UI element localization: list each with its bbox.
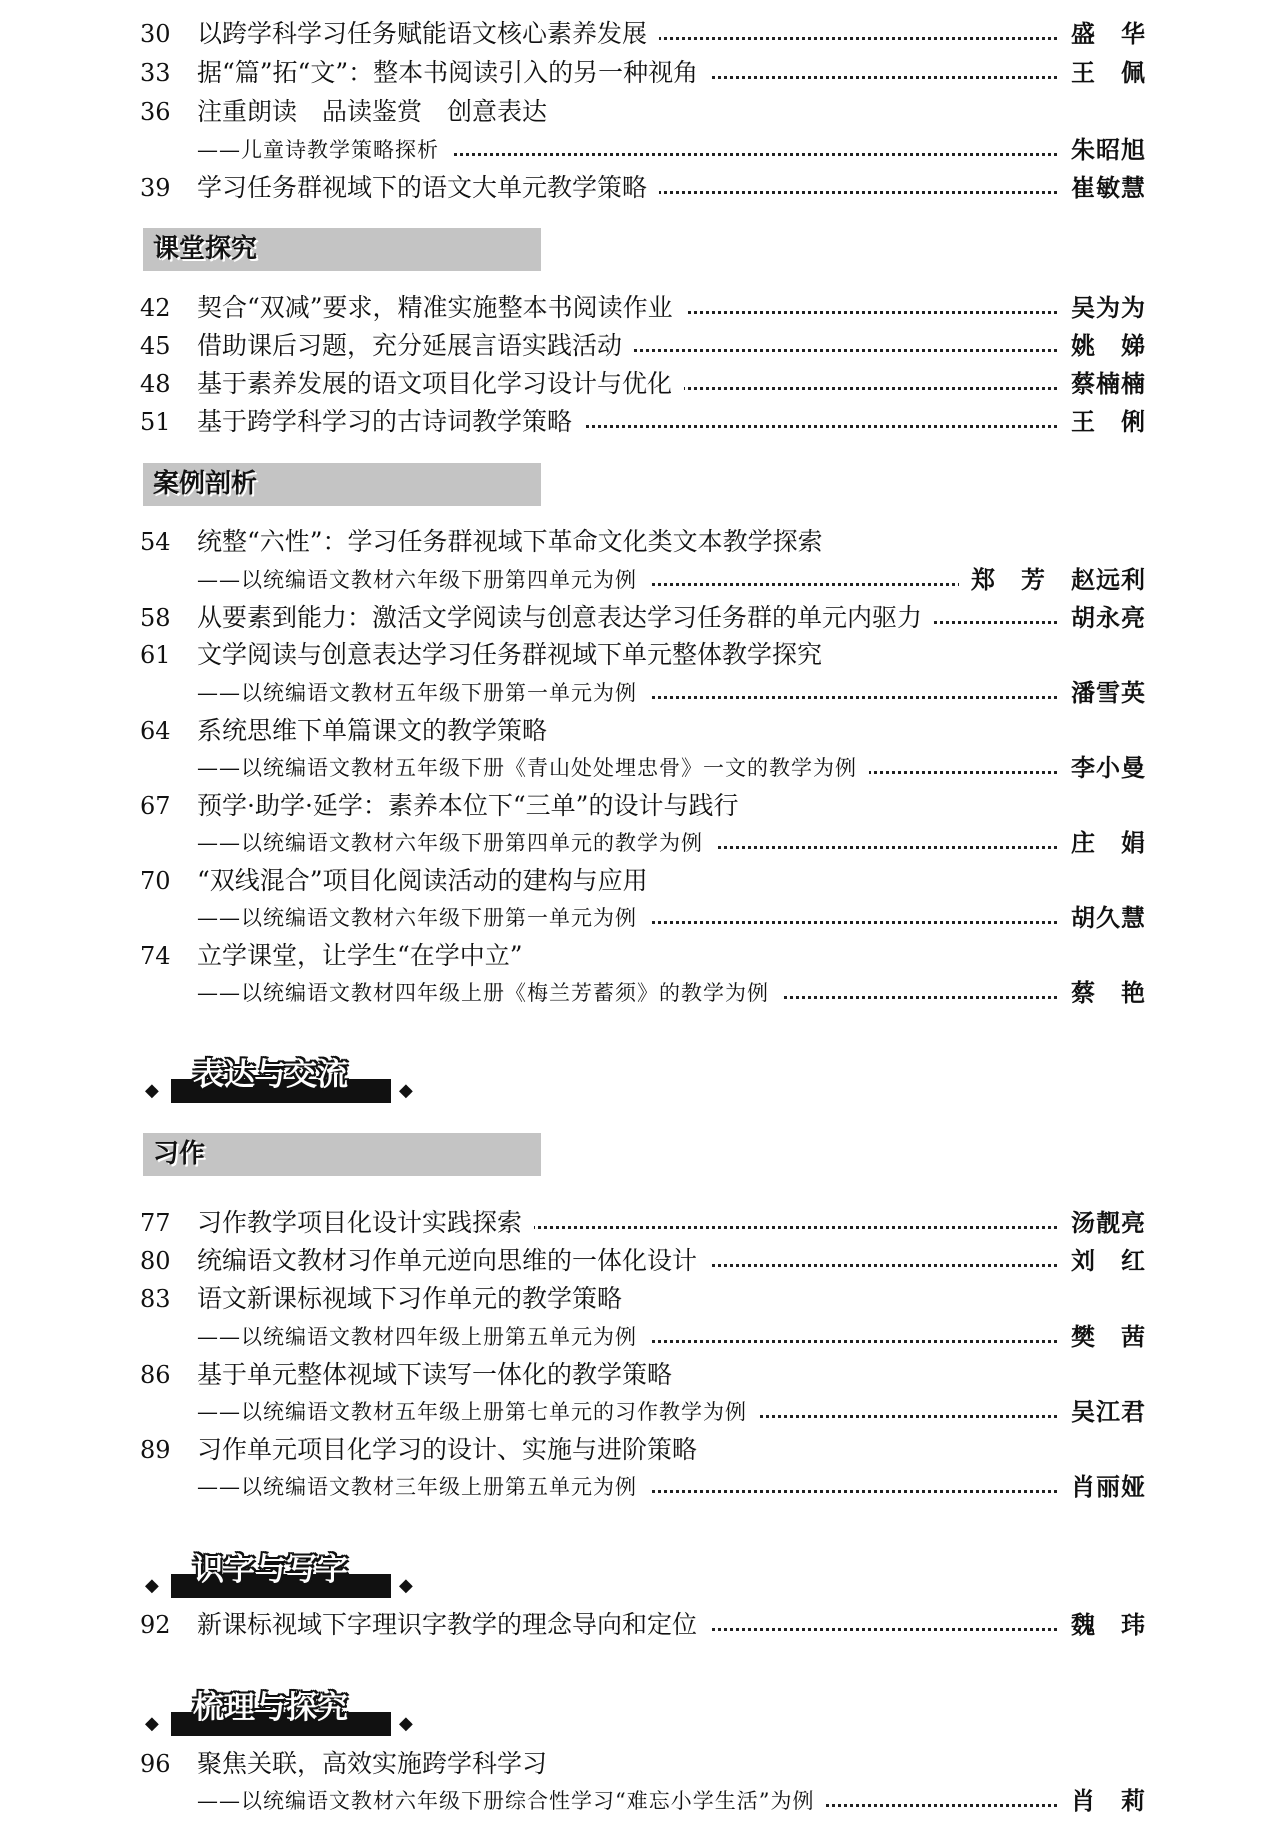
toc-entry[interactable] — [140, 939, 1146, 973]
entry-author: 吴江君 — [1059, 1395, 1146, 1429]
toc-entry[interactable] — [140, 864, 1146, 898]
entry-title: 立学课堂，让学生“在学中立” — [197, 939, 535, 973]
diamond-right-icon: ◆ — [399, 1080, 413, 1101]
page-number: 67 — [140, 792, 171, 820]
toc-entry[interactable] — [140, 638, 1146, 672]
toc-entry[interactable] — [140, 329, 1146, 363]
toc-entry[interactable] — [140, 95, 1146, 129]
page-number: 89 — [140, 1436, 171, 1464]
page-number: 61 — [140, 641, 171, 669]
entry-title: 聚焦关联，高效实施跨学科学习 — [197, 1747, 559, 1781]
subheading-label: 案例剖析 — [153, 469, 258, 499]
toc-entry[interactable] — [140, 56, 1146, 90]
entry-subtitle: ——以统编语文教材三年级上册第五单元为例 — [197, 1470, 649, 1504]
section-heading — [145, 1548, 425, 1598]
entry-subtitle: ——以统编语文教材五年级下册第一单元为例 — [197, 676, 649, 710]
section-subheading — [143, 1133, 541, 1176]
entry-subtitle: ——以统编语文教材六年级下册综合性学习“难忘小学生活”为例 — [197, 1784, 826, 1818]
toc-entry[interactable] — [140, 789, 1146, 823]
entry-title: 习作教学项目化设计实践探索 — [197, 1206, 534, 1240]
entry-title: 学习任务群视域下的语文大单元教学策略 — [197, 171, 659, 205]
toc-entry[interactable] — [140, 525, 1146, 559]
entry-author: 盛 华 — [1059, 17, 1146, 51]
diamond-left-icon: ◆ — [145, 1713, 159, 1734]
page-number: 42 — [140, 294, 171, 322]
entry-subtitle: ——以统编语文教材四年级上册第五单元为例 — [197, 1320, 649, 1354]
toc-entry[interactable] — [140, 1358, 1146, 1392]
toc-entry[interactable] — [140, 1608, 1146, 1642]
entry-title: 统编语文教材习作单元逆向思维的一体化设计 — [197, 1244, 709, 1278]
page-number: 54 — [140, 528, 171, 556]
diamond-right-icon: ◆ — [399, 1713, 413, 1734]
heading-label: 梳理与探究 — [193, 1690, 348, 1726]
entry-author: 蔡 艳 — [1059, 976, 1146, 1010]
entry-title: 系统思维下单篇课文的教学策略 — [197, 714, 559, 748]
toc-entry[interactable] — [140, 405, 1146, 439]
toc-entry[interactable] — [140, 714, 1146, 748]
page-number: 58 — [140, 604, 171, 632]
diamond-left-icon: ◆ — [145, 1575, 159, 1596]
section-subheading — [143, 228, 541, 271]
toc-entry-subtitle[interactable] — [140, 676, 1146, 710]
toc-entry-subtitle[interactable] — [140, 1320, 1146, 1354]
entry-author: 胡久慧 — [1059, 901, 1146, 935]
entry-author: 朱昭旭 — [1059, 133, 1146, 167]
entry-title: 契合“双减”要求，精准实施整本书阅读作业 — [197, 291, 685, 325]
toc-entry[interactable] — [140, 1244, 1146, 1278]
entry-author: 吴为为 — [1059, 291, 1146, 325]
entry-author: 姚 娣 — [1059, 329, 1146, 363]
toc-entry[interactable] — [140, 1747, 1146, 1781]
toc-entry[interactable] — [140, 367, 1146, 401]
entry-title: 以跨学科学习任务赋能语文核心素养发展 — [197, 17, 659, 51]
page-number: 74 — [140, 942, 171, 970]
page-number: 45 — [140, 332, 171, 360]
toc-entry[interactable] — [140, 171, 1146, 205]
page-number: 64 — [140, 717, 171, 745]
page-number: 80 — [140, 1247, 171, 1275]
page-number: 96 — [140, 1750, 171, 1778]
toc-entry-subtitle[interactable] — [140, 901, 1146, 935]
page-number: 92 — [140, 1611, 171, 1639]
entry-author: 郑 芳 赵远利 — [959, 563, 1146, 597]
toc-entry[interactable] — [140, 291, 1146, 325]
entry-title: 文学阅读与创意表达学习任务群视域下单元整体教学探究 — [197, 638, 834, 672]
entry-title: 语文新课标视域下习作单元的教学策略 — [197, 1282, 634, 1316]
entry-author: 王 佩 — [1059, 56, 1146, 90]
entry-subtitle: ——以统编语文教材六年级下册第四单元为例 — [197, 563, 649, 597]
entry-title: 预学·助学·延学：素养本位下“三单”的设计与践行 — [197, 789, 750, 823]
entry-title: 习作单元项目化学习的设计、实施与进阶策略 — [197, 1433, 709, 1467]
toc-entry[interactable] — [140, 1433, 1146, 1467]
entry-author: 魏 玮 — [1059, 1608, 1146, 1642]
page-number: 30 — [140, 20, 171, 48]
toc-entry-subtitle[interactable] — [140, 1395, 1146, 1429]
entry-author: 李小曼 — [1059, 751, 1146, 785]
page-number: 33 — [140, 59, 171, 87]
subheading-label: 习作 — [153, 1139, 206, 1169]
page-number: 86 — [140, 1361, 171, 1389]
entry-author: 崔敏慧 — [1059, 171, 1146, 205]
entry-title: “双线混合”项目化阅读活动的建构与应用 — [197, 864, 660, 898]
section-subheading — [143, 463, 541, 506]
entry-subtitle: ——儿童诗教学策略探析 — [197, 133, 451, 167]
entry-author: 樊 茜 — [1059, 1320, 1146, 1354]
toc-entry-subtitle[interactable] — [140, 751, 1146, 785]
entry-author: 潘雪英 — [1059, 676, 1146, 710]
page-number: 36 — [140, 98, 171, 126]
entry-author: 蔡楠楠 — [1059, 367, 1146, 401]
section-heading — [145, 1053, 425, 1103]
entry-subtitle: ——以统编语文教材五年级上册第七单元的习作教学为例 — [197, 1395, 759, 1429]
page-number: 39 — [140, 174, 171, 202]
entry-title: 注重朗读 品读鉴赏 创意表达 — [197, 95, 559, 129]
entry-author: 汤靓亮 — [1059, 1206, 1146, 1240]
toc-entry[interactable] — [140, 1206, 1146, 1240]
entry-subtitle: ——以统编语文教材四年级上册《梅兰芳蓄须》的教学为例 — [197, 976, 781, 1010]
entry-author: 肖丽娅 — [1059, 1470, 1146, 1504]
entry-author: 刘 红 — [1059, 1244, 1146, 1278]
toc-entry-subtitle[interactable] — [140, 1470, 1146, 1504]
entry-author: 王 俐 — [1059, 405, 1146, 439]
entry-subtitle: ——以统编语文教材六年级下册第四单元的教学为例 — [197, 826, 715, 860]
toc-entry[interactable] — [140, 601, 1146, 635]
page-number: 83 — [140, 1285, 171, 1313]
toc-entry-subtitle[interactable] — [140, 563, 1146, 597]
entry-title: 基于单元整体视域下读写一体化的教学策略 — [197, 1358, 684, 1392]
diamond-left-icon: ◆ — [145, 1080, 159, 1101]
heading-label: 表达与交流 — [193, 1057, 348, 1093]
toc-entry[interactable] — [140, 1282, 1146, 1316]
section-heading — [145, 1686, 425, 1736]
entry-title: 基于素养发展的语文项目化学习设计与优化 — [197, 367, 684, 401]
toc-entry-subtitle[interactable] — [140, 133, 1146, 167]
toc-entry[interactable] — [140, 17, 1146, 51]
entry-title: 从要素到能力：激活文学阅读与创意表达学习任务群的单元内驱力 — [197, 601, 934, 635]
diamond-right-icon: ◆ — [399, 1575, 413, 1596]
toc-entry-subtitle[interactable] — [140, 976, 1146, 1010]
subheading-label: 课堂探究 — [153, 234, 258, 264]
page-number: 48 — [140, 370, 171, 398]
page-number: 51 — [140, 408, 171, 436]
entry-title: 统整“六性”：学习任务群视域下革命文化类文本教学探索 — [197, 525, 835, 559]
entry-author: 肖 莉 — [1059, 1784, 1146, 1818]
entry-author: 庄 娟 — [1059, 826, 1146, 860]
entry-title: 借助课后习题，充分延展言语实践活动 — [197, 329, 634, 363]
toc-entry-subtitle[interactable] — [140, 1784, 1146, 1818]
entry-title: 基于跨学科学习的古诗词教学策略 — [197, 405, 584, 439]
heading-label: 识字与写字 — [193, 1552, 348, 1588]
entry-author: 胡永亮 — [1059, 601, 1146, 635]
toc-entry-subtitle[interactable] — [140, 826, 1146, 860]
entry-title: 新课标视域下字理识字教学的理念导向和定位 — [197, 1608, 709, 1642]
page-number: 77 — [140, 1209, 171, 1237]
page-number: 70 — [140, 867, 171, 895]
entry-subtitle: ——以统编语文教材六年级下册第一单元为例 — [197, 901, 649, 935]
entry-title: 据“篇”拓“文”：整本书阅读引入的另一种视角 — [197, 56, 710, 90]
entry-subtitle: ——以统编语文教材五年级下册《青山处处埋忠骨》一文的教学为例 — [197, 751, 869, 785]
